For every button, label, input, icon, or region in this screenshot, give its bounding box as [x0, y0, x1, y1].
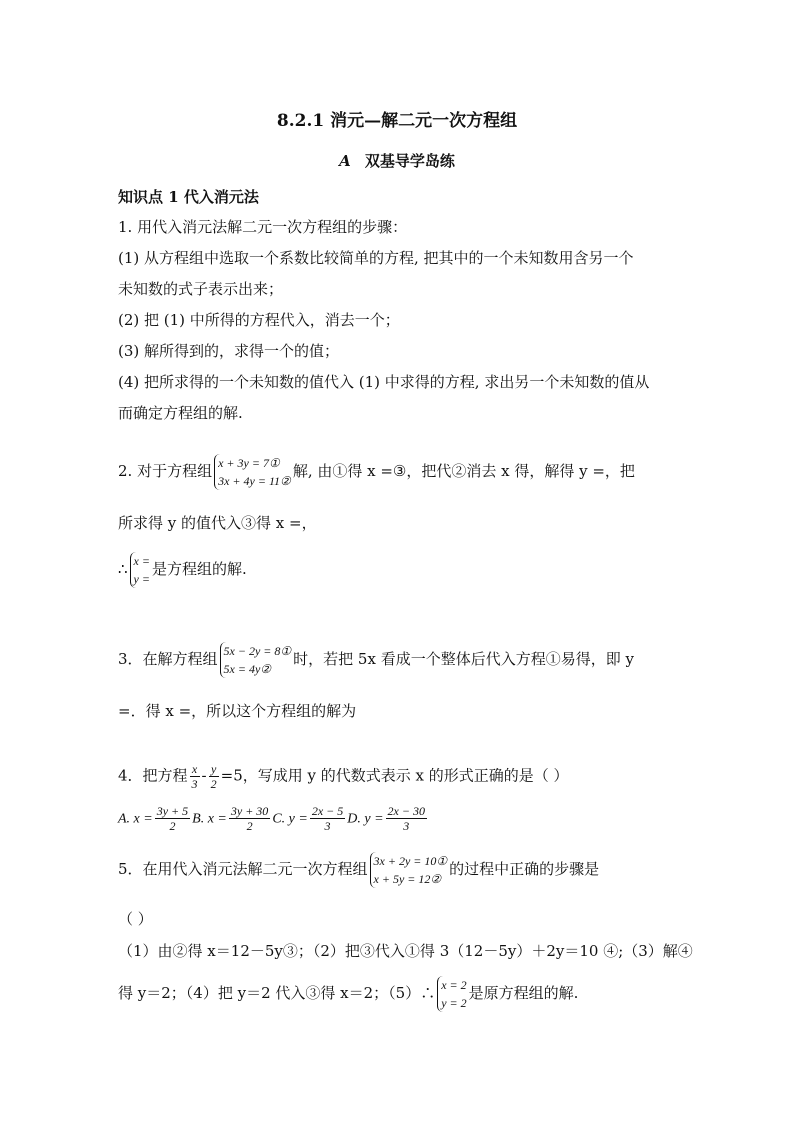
q4-option-c-label: C. y =	[272, 811, 308, 827]
q4-f1-denominator: 3	[191, 777, 198, 791]
q5-mid: 的过程中正确的步骤是	[449, 860, 600, 878]
q5-line4-text: 得 y＝2；（4）把 y＝2 代入③得 x＝2；（5）∴	[118, 984, 436, 1002]
q4-option-b-denominator: 2	[246, 819, 253, 833]
page-title: 8.2.1 消元—解二元一次方程组	[276, 111, 518, 131]
q4-fraction-2	[209, 762, 219, 791]
q5-sol1: x = 2	[441, 978, 467, 992]
q4-line-1	[118, 762, 569, 791]
q4-option-a-denominator: 2	[169, 819, 176, 833]
page-subtitle	[0, 150, 794, 171]
q2-eq1: x + 3y = 7①	[218, 456, 280, 470]
q2-line-1	[118, 454, 635, 490]
q4-option-c-denominator: 3	[324, 819, 331, 833]
q4-fraction-1	[190, 762, 200, 791]
q2-solution-system	[130, 552, 150, 588]
q4-f1-numerator: x	[190, 762, 200, 777]
q4-prefix: 4．把方程	[118, 766, 188, 785]
q5-eq2: x + 5y = 12②	[373, 872, 442, 886]
q2-mid: 解, 由①得 x =③，把代②消去 x 得，解得 y =，把	[292, 462, 635, 480]
q2-line-3	[118, 552, 247, 588]
q4-option-a-label: A. x =	[118, 811, 153, 827]
q5-sol2: y = 2	[441, 996, 467, 1010]
q3-eq1: 5x − 2y = 8①	[223, 644, 292, 658]
q3-prefix: 3．在解方程组	[118, 650, 218, 668]
q1-line-6: (4) 把所求得的一个未知数的值代入 (1) 中求得的方程, 求出另一个未知数的值从	[118, 373, 650, 391]
q4-option-c-fraction	[310, 804, 345, 833]
subtitle-letter: A	[339, 152, 351, 170]
q4-option-d-numerator: 2x − 30	[387, 804, 425, 818]
q1-line-5: (3) 解所得到的，求得一个的值；	[118, 342, 340, 360]
q2-suffix: 是方程组的解.	[151, 560, 247, 578]
q4-option-b-fraction	[229, 804, 270, 833]
q2-line-2: 所求得 y 的值代入③得 x =，	[118, 514, 317, 532]
q3-line-2: =．得 x =，所以这个方程组的解为	[118, 702, 357, 720]
q4-option-a-fraction	[155, 804, 190, 833]
q1-line-4: (2) 把 (1) 中所得的方程代入，消去一个；	[118, 311, 400, 329]
q4-f2-denominator: 2	[210, 777, 217, 791]
q5-prefix: 5．在用代入消元法解二元一次方程组	[118, 860, 368, 878]
q4-option-a-numerator: 3y + 5	[156, 804, 189, 818]
q5-line-1	[118, 852, 599, 888]
q5-answer-paren: （ ）	[118, 910, 153, 928]
q4-mid: =5，写成用 y 的代数式表示 x 的形式正确的是（ ）	[220, 766, 569, 785]
q3-equation-system	[220, 642, 292, 678]
subtitle-text: 双基导学岛练	[364, 152, 455, 170]
q5-equation-system	[370, 852, 448, 888]
q4-option-b-label: B. x =	[192, 811, 227, 827]
q1-line-7: 而确定方程组的解.	[118, 404, 243, 422]
therefore-symbol: ∴	[118, 560, 128, 578]
q3-line-1	[118, 642, 634, 678]
q5-suffix: 是原方程组的解.	[468, 984, 579, 1002]
q1-line-2: (1) 从方程组中选取一个系数比较简单的方程, 把其中的一个未知数用含另一个	[118, 249, 634, 267]
q5-line-4	[118, 976, 578, 1012]
q4-option-b-numerator: 3y + 30	[230, 804, 269, 818]
q5-solution-system	[437, 976, 466, 1012]
q3-mid: 时，若把 5x 看成一个整体后代入方程①易得，即 y	[293, 650, 634, 668]
q2-sol2: y =	[133, 572, 150, 586]
q2-prefix: 2. 对于方程组	[118, 462, 213, 480]
q2-eq2: 3x + 4y = 11②	[218, 474, 291, 488]
q4-option-d-denominator: 3	[403, 819, 410, 833]
q4-options	[118, 804, 429, 833]
section-heading: 知识点 1 代入消元法	[118, 188, 259, 206]
q4-minus: -	[201, 766, 207, 785]
q5-eq1: 3x + 2y = 10①	[373, 854, 448, 868]
q4-option-d-label: D. y =	[347, 811, 384, 827]
q1-line-3: 未知数的式子表示出来；	[118, 280, 284, 298]
q4-option-c-numerator: 2x − 5	[311, 804, 344, 818]
q4-option-d-fraction	[386, 804, 427, 833]
q3-eq2: 5x = 4y②	[223, 662, 272, 676]
q2-sol1: x =	[133, 554, 150, 568]
q4-f2-numerator: y	[209, 762, 219, 777]
q1-line-1: 1. 用代入消元法解二元一次方程组的步骤：	[118, 218, 408, 236]
q5-line-3: （1）由②得 x＝12－5y③；（2）把③代入①得 3（12－5y）＋2y＝10 ④;（3）解④	[118, 942, 693, 960]
q2-equation-system	[214, 454, 291, 490]
